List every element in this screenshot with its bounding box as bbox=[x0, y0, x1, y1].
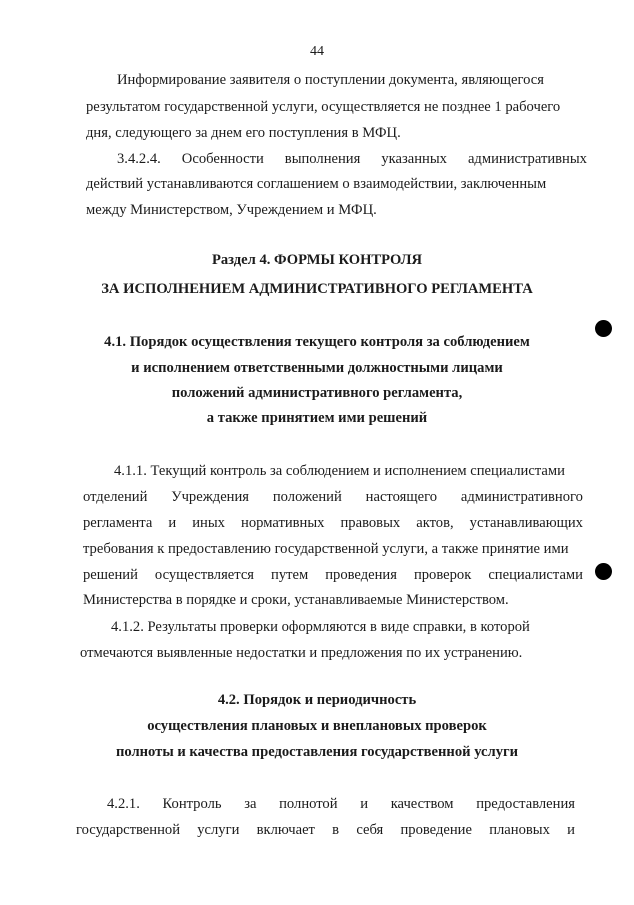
para-line-justified bbox=[83, 516, 583, 531]
subsection-heading: осуществления плановых и внеплановых проверок bbox=[147, 718, 487, 734]
word: административных bbox=[467, 151, 587, 167]
word: выполнения bbox=[284, 151, 361, 167]
para-line-justified bbox=[117, 152, 587, 167]
subsection-heading: положений административного регламента, bbox=[171, 385, 463, 401]
word: проведение bbox=[400, 822, 472, 838]
word: 4.2.1. bbox=[107, 796, 140, 812]
para-line: Министерства в порядке и сроки, устанавливаемые Министерством. bbox=[83, 592, 509, 608]
para-line: действий устанавливаются соглашением о взаимодействии, заключенным bbox=[86, 176, 547, 192]
subsection-heading: 4.1. Порядок осуществления текущего контроля за соблюдением bbox=[104, 334, 530, 350]
word: Особенности bbox=[181, 151, 264, 167]
word: Контроль bbox=[162, 796, 222, 812]
word: включает bbox=[256, 822, 315, 838]
para-line: отмечаются выявленные недостатки и предложения по их устранению. bbox=[80, 645, 523, 661]
word: за bbox=[244, 796, 257, 812]
word: указанных bbox=[381, 151, 447, 167]
binder-hole-marker bbox=[595, 320, 612, 337]
para-line-justified bbox=[107, 797, 575, 812]
word: качеством bbox=[390, 796, 454, 812]
binder-hole-marker bbox=[595, 563, 612, 580]
word: специалистами bbox=[488, 567, 583, 583]
word: путем bbox=[271, 567, 309, 583]
subsection-heading: а также принятием ими решений bbox=[206, 410, 428, 426]
word: себя bbox=[356, 822, 384, 838]
word: осуществляется bbox=[154, 567, 255, 583]
word: Учреждения bbox=[171, 489, 250, 505]
para-line: дня, следующего за днем его поступления в МФЦ. bbox=[86, 125, 401, 141]
word: государственной bbox=[76, 822, 181, 838]
section-heading: ЗА ИСПОЛНЕНИЕМ АДМИНИСТРАТИВНОГО РЕГЛАМЕНТА bbox=[101, 281, 533, 297]
word: и bbox=[567, 822, 575, 838]
page-number: 44 bbox=[310, 44, 324, 59]
word: административного bbox=[460, 489, 583, 505]
word: регламента bbox=[83, 515, 153, 531]
subsection-heading: и исполнением ответственными должностными лицами bbox=[131, 360, 503, 376]
word: в bbox=[332, 822, 340, 838]
word: предоставления bbox=[476, 796, 575, 812]
para-line-justified bbox=[76, 823, 575, 838]
word: и bbox=[168, 515, 177, 531]
word: 3.4.2.4. bbox=[117, 151, 161, 167]
word: плановых bbox=[489, 822, 550, 838]
section-heading: Раздел 4. ФОРМЫ КОНТРОЛЯ bbox=[211, 252, 423, 268]
subsection-heading: 4.2. Порядок и периодичность bbox=[217, 692, 417, 708]
word: решений bbox=[83, 567, 138, 583]
word: положений bbox=[272, 489, 342, 505]
para-line: требования к предоставлению государственной услуги, а также принятие ими bbox=[83, 541, 569, 557]
word: актов, bbox=[416, 515, 454, 531]
word: услуги bbox=[197, 822, 240, 838]
word: настоящего bbox=[365, 489, 437, 505]
para-line: 4.1.2. Результаты проверки оформляются в виде справки, в которой bbox=[111, 619, 530, 635]
para-line-justified bbox=[83, 490, 583, 505]
para-line: результатом государственной услуги, осуществляется не позднее 1 рабочего bbox=[86, 99, 561, 115]
word: проведения bbox=[325, 567, 397, 583]
word: проверок bbox=[413, 567, 472, 583]
word: и bbox=[360, 796, 369, 812]
word: отделений bbox=[83, 489, 148, 505]
para-line: 4.1.1. Текущий контроль за соблюдением и исполнением специалистами bbox=[114, 463, 565, 479]
para-line: между Министерством, Учреждением и МФЦ. bbox=[86, 202, 377, 218]
para-line: Информирование заявителя о поступлении документа, являющегося bbox=[117, 72, 544, 88]
word: иных bbox=[192, 515, 225, 531]
subsection-heading: полноты и качества предоставления государственной услуги bbox=[115, 744, 519, 760]
para-line-justified bbox=[83, 568, 583, 583]
word: нормативных bbox=[241, 515, 325, 531]
word: полнотой bbox=[279, 796, 338, 812]
word: правовых bbox=[340, 515, 401, 531]
word: устанавливающих bbox=[469, 515, 583, 531]
